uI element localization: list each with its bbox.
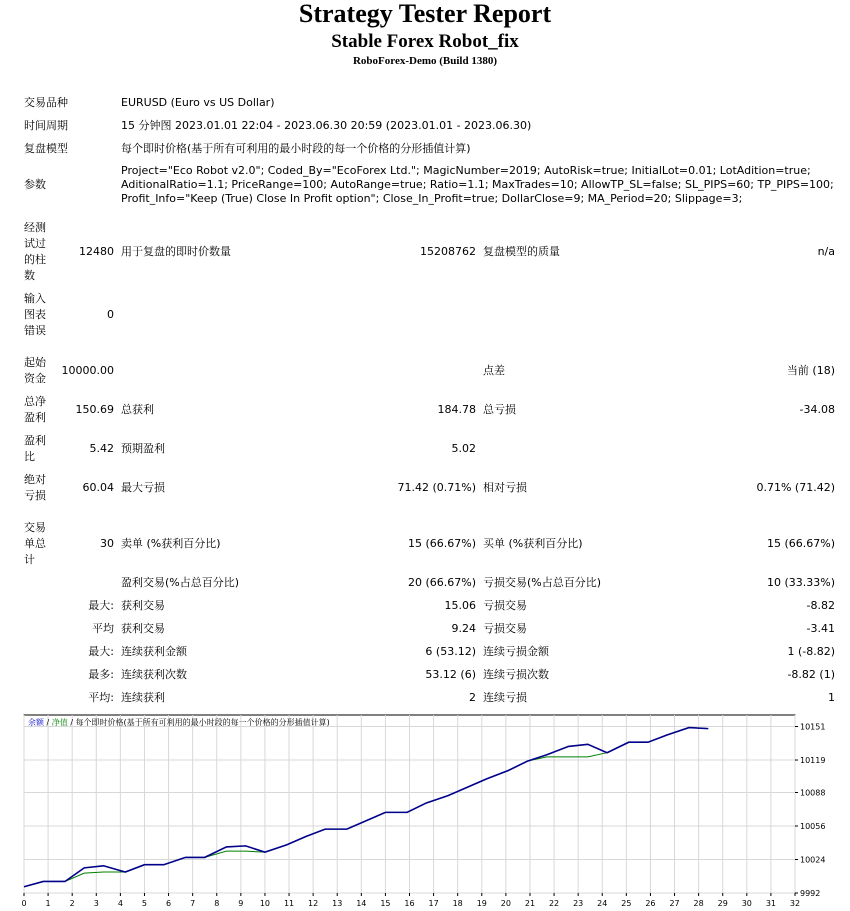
maximal-wins-label: 连续获利次数 — [121, 668, 187, 681]
errors-label: 输入图表错误 — [24, 292, 46, 337]
x-tick-label: 29 — [717, 899, 728, 908]
max-consecutive-wins-label: 连续获利金额 — [121, 645, 187, 658]
gross-profit-label: 总获利 — [121, 403, 154, 416]
long-positions-label: 买单 (%获利百分比) — [483, 537, 583, 550]
x-tick-label: 30 — [741, 899, 752, 908]
x-tick-label: 11 — [283, 899, 295, 908]
relative-dd-label: 相对亏损 — [483, 481, 527, 494]
loss-trades-value: 10 (33.33%) — [766, 576, 835, 589]
bars-label: 经测试过的柱数 — [24, 221, 46, 282]
x-tick-label: 19 — [476, 899, 487, 908]
params-line: AditionalRatio=1.1; PriceRange=100; AutoRange=true; Ratio=1.1; MaxTrades=10; AllowTP_SL=false; SL_PIPS=60; TP_PIPS=100; — [121, 178, 834, 191]
loss-trades-label: 亏损交易(%占总百分比) — [483, 576, 602, 589]
balance-chart — [0, 710, 850, 911]
x-tick-label: 4 — [117, 899, 123, 908]
average-loss-label: 亏损交易 — [483, 622, 527, 635]
x-tick-label: 28 — [693, 899, 704, 908]
report-title: Strategy Tester Report — [298, 0, 552, 28]
x-tick-label: 8 — [214, 899, 220, 908]
max-consecutive-wins-value: 6 (53.12) — [425, 645, 476, 658]
x-tick-label: 26 — [645, 899, 656, 908]
net-profit-value: 150.69 — [75, 403, 114, 416]
errors-value: 0 — [107, 308, 114, 321]
ticks-value: 15208762 — [420, 245, 476, 258]
expert-name: Stable Forex Robot_fix — [331, 31, 519, 52]
chart-legend — [28, 717, 330, 727]
x-tick-label: 17 — [428, 899, 439, 908]
expected-payoff-label: 预期盈利 — [121, 442, 165, 455]
max-dd-label: 最大亏损 — [121, 481, 165, 494]
average-profit-label: 获利交易 — [121, 622, 165, 635]
avg-consecutive-losses-value: 1 — [828, 691, 835, 704]
y-tick-label: 10024 — [800, 855, 826, 865]
quality-value: n/a — [817, 245, 835, 258]
params-label: 参数 — [24, 178, 46, 191]
profit-factor-label: 盈利比 — [24, 434, 46, 463]
spread-value: 当前 (18) — [786, 364, 835, 377]
quality-label: 复盘模型的质量 — [483, 245, 560, 258]
x-tick-label: 20 — [500, 899, 511, 908]
deposit-value: 10000.00 — [61, 364, 114, 377]
max-consecutive-prefix: 最大: — [88, 645, 114, 658]
avg-consecutive-wins-label: 连续获利 — [121, 691, 165, 704]
avg-consecutive-losses-label: 连续亏损 — [483, 691, 527, 704]
y-tick-label: 10151 — [800, 722, 826, 732]
gross-profit-value: 184.78 — [437, 403, 476, 416]
legend-model: 每个即时价格(基于所有可利用的最小时段的每一个价格的分形插值计算) — [75, 718, 330, 727]
average-profit-value: 9.24 — [451, 622, 476, 635]
x-tick-label: 10 — [259, 899, 271, 908]
x-tick-label: 3 — [93, 899, 99, 908]
largest-profit-label: 获利交易 — [121, 599, 165, 612]
max-consecutive-losses-value: 1 (-8.82) — [787, 645, 835, 658]
largest-loss-value: -8.82 — [806, 599, 835, 612]
deposit-label: 起始资金 — [24, 356, 46, 385]
model-label: 复盘模型 — [24, 142, 68, 155]
bars-value: 12480 — [79, 245, 114, 258]
profit-trades-label: 盈利交易(%占总百分比) — [121, 576, 240, 589]
short-positions-value: 15 (66.67%) — [407, 537, 476, 550]
x-tick-label: 13 — [332, 899, 343, 908]
largest-prefix: 最大: — [88, 599, 114, 612]
x-tick-label: 0 — [21, 899, 27, 908]
long-positions-value: 15 (66.67%) — [766, 537, 835, 550]
ticks-label: 用于复盘的即时价数量 — [121, 245, 231, 258]
x-tick-label: 2 — [69, 899, 75, 908]
legend-separator: / — [44, 718, 52, 727]
gross-loss-label: 总亏损 — [483, 403, 516, 416]
avg-consecutive-wins-value: 2 — [469, 691, 476, 704]
y-tick-label: 9992 — [800, 889, 821, 898]
profit-trades-value: 20 (66.67%) — [407, 576, 476, 589]
x-tick-label: 24 — [597, 899, 608, 908]
x-tick-label: 15 — [380, 899, 391, 908]
x-tick-label: 1 — [45, 899, 51, 908]
symbol-label: 交易品种 — [24, 96, 68, 109]
spread-label: 点差 — [483, 364, 505, 377]
y-axis-ticks — [795, 723, 825, 898]
params-line: Profit_Info="Keep (True) Close In Profit option"; Close_In_Profit=true; DollarClose=9; MA_Period=20; Slippage=3; — [121, 192, 743, 205]
x-tick-label: 22 — [548, 899, 560, 908]
expected-payoff-value: 5.02 — [451, 442, 476, 455]
largest-profit-value: 15.06 — [444, 599, 476, 612]
x-tick-label: 9 — [238, 899, 244, 908]
x-tick-label: 31 — [765, 899, 776, 908]
x-tick-label: 21 — [524, 899, 536, 908]
maximal-wins-value: 53.12 (6) — [425, 668, 476, 681]
short-positions-label: 卖单 (%获利百分比) — [121, 537, 221, 550]
x-tick-label: 32 — [789, 899, 801, 908]
y-tick-label: 10056 — [800, 821, 826, 831]
average-prefix: 平均 — [92, 622, 114, 635]
x-tick-label: 7 — [190, 899, 196, 908]
legend-equity: 净值 — [51, 718, 68, 727]
profit-factor-value: 5.42 — [89, 442, 114, 455]
x-tick-label: 5 — [141, 899, 148, 908]
period-label: 时间周期 — [24, 119, 68, 132]
legend-separator: / — [67, 718, 76, 727]
params-line: Project="Eco Robot v2.0"; Coded_By="EcoForex Ltd."; MagicNumber=2019; AutoRisk=true; InitialLot=0.01; LotAdition=true; — [121, 164, 811, 177]
x-tick-label: 12 — [308, 899, 319, 908]
symbol-value: EURUSD (Euro vs US Dollar) — [121, 96, 275, 109]
x-tick-label: 25 — [621, 899, 632, 908]
server-build: RoboForex-Demo (Build 1380) — [352, 55, 497, 67]
maximal-losses-value: -8.82 (1) — [787, 668, 835, 681]
maximal-losses-label: 连续亏损次数 — [483, 668, 549, 681]
net-profit-label: 总净盈利 — [24, 395, 46, 424]
x-tick-label: 18 — [452, 899, 463, 908]
absolute-dd-label: 绝对亏损 — [24, 473, 46, 502]
absolute-dd-value: 60.04 — [82, 481, 114, 494]
y-tick-label: 10119 — [800, 756, 826, 766]
max-consecutive-losses-label: 连续亏损金额 — [483, 645, 549, 658]
x-tick-label: 27 — [669, 899, 680, 908]
relative-dd-value: 0.71% (71.42) — [756, 481, 835, 494]
x-tick-label: 16 — [404, 899, 415, 908]
x-tick-label: 6 — [166, 899, 172, 908]
max-dd-value: 71.42 (0.71%) — [397, 481, 476, 494]
x-axis-ticks — [21, 893, 800, 908]
model-value: 每个即时价格(基于所有可利用的最小时段的每一个价格的分形插值计算) — [121, 142, 471, 155]
x-tick-label: 23 — [573, 899, 584, 908]
y-tick-label: 10088 — [800, 788, 826, 798]
total-trades-value: 30 — [100, 537, 114, 550]
maximal-prefix: 最多: — [88, 668, 114, 681]
gross-loss-value: -34.08 — [799, 403, 835, 416]
total-trades-label: 交易单总计 — [24, 521, 46, 566]
legend-balance: 余额 — [28, 718, 44, 727]
x-tick-label: 14 — [356, 899, 367, 908]
period-value: 15 分钟图 2023.01.01 22:04 - 2023.06.30 20:59 (2023.01.01 - 2023.06.30) — [121, 119, 532, 132]
average-loss-value: -3.41 — [806, 622, 835, 635]
avg-consecutive-prefix: 平均: — [88, 691, 114, 704]
largest-loss-label: 亏损交易 — [483, 599, 527, 612]
